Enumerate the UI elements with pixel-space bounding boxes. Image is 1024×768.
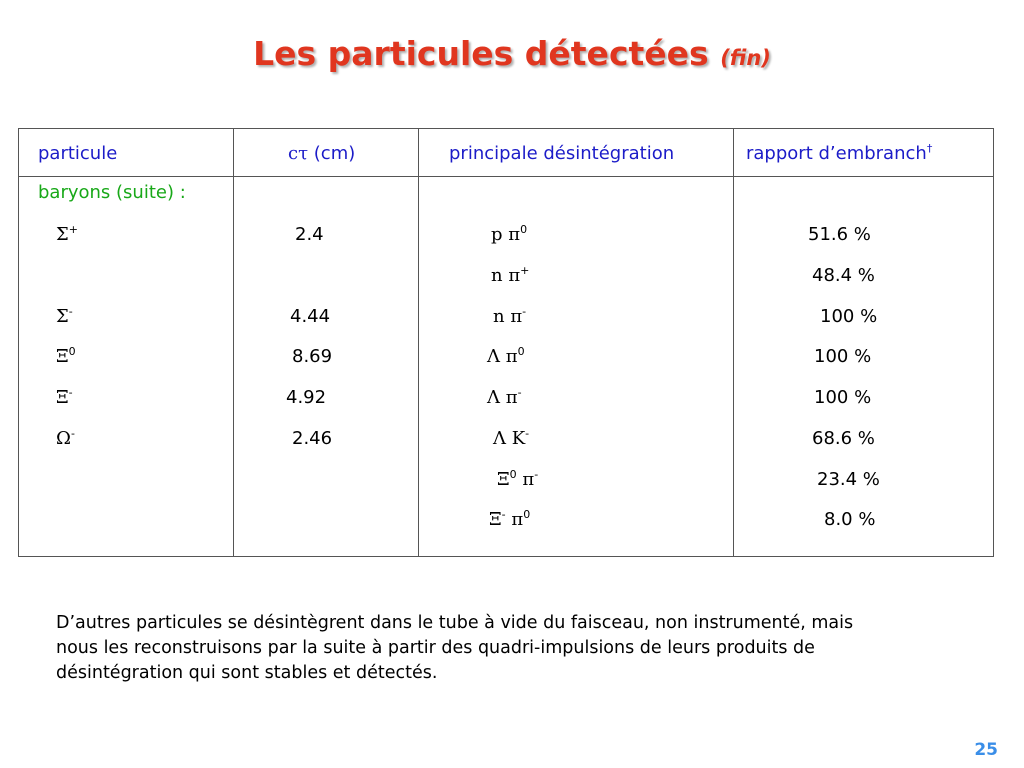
header-particle: particule (38, 143, 118, 164)
header-ctau-symbol: cτ (288, 143, 309, 164)
row-0-particle: Σ+ (56, 223, 78, 245)
row-2-decay: n π- (493, 305, 527, 327)
header-divider (19, 176, 993, 177)
column-divider (733, 129, 734, 556)
page-number: 25 (974, 740, 998, 760)
header-ctau-unit: (cm) (308, 143, 356, 164)
row-3-branching: 100 % (814, 346, 872, 367)
section-label-baryons: baryons (suite) : (38, 182, 186, 203)
particle-table (18, 128, 994, 557)
row-1-branching: 48.4 % (812, 265, 875, 286)
row-2-branching: 100 % (820, 306, 878, 327)
row-6-branching: 23.4 % (817, 469, 880, 490)
title-suffix: (fin) (720, 46, 771, 70)
title-main: Les particules détectées (253, 34, 709, 73)
row-4-branching: 100 % (814, 387, 872, 408)
header-decay: principale désintégration (449, 143, 675, 164)
footnote-text: D’autres particules se désintègrent dans le tube à vide du faisceau, non instrumenté, mais nous les reconstruisons par la suite à partir des quadri-impulsions de leurs produits de désintégration qui sont stables et détectés. (56, 613, 854, 683)
row-5-ctau: 2.46 (292, 428, 333, 449)
row-5-particle: Ω- (56, 427, 75, 449)
row-7-branching: 8.0 % (824, 509, 876, 530)
row-4-decay: Λ π- (487, 386, 522, 408)
row-4-particle: Ξ- (56, 386, 73, 408)
row-3-particle: $\Xi^0$ (56, 345, 76, 367)
header-branching-label: rapport d’embranch (746, 143, 927, 164)
row-3-ctau: 8.69 (292, 346, 333, 367)
row-0-branching: 51.6 % (808, 224, 871, 245)
row-2-ctau: 4.44 (290, 306, 331, 327)
row-2-particle: Σ- (56, 305, 73, 327)
column-divider (233, 129, 234, 556)
row-4-ctau: 4.92 (286, 387, 327, 408)
row-1-decay: n π+ (491, 264, 530, 286)
row-5-branching: 68.6 % (812, 428, 875, 449)
header-ctau (288, 143, 355, 165)
column-divider (418, 129, 419, 556)
row-3-decay: Λ $\pi^0$ (487, 345, 525, 367)
row-0-ctau: 2.4 (295, 224, 324, 245)
row-7-decay: Ξ- $\pi^0$ (489, 508, 531, 530)
row-5-decay: Λ K- (493, 427, 530, 449)
row-6-decay: $\Xi^0$ π- (497, 468, 539, 490)
row-0-decay: p $\pi^0$ (491, 223, 528, 245)
header-branching (746, 143, 932, 165)
header-branching-dagger: † (926, 142, 933, 155)
slide-title (0, 34, 1024, 73)
